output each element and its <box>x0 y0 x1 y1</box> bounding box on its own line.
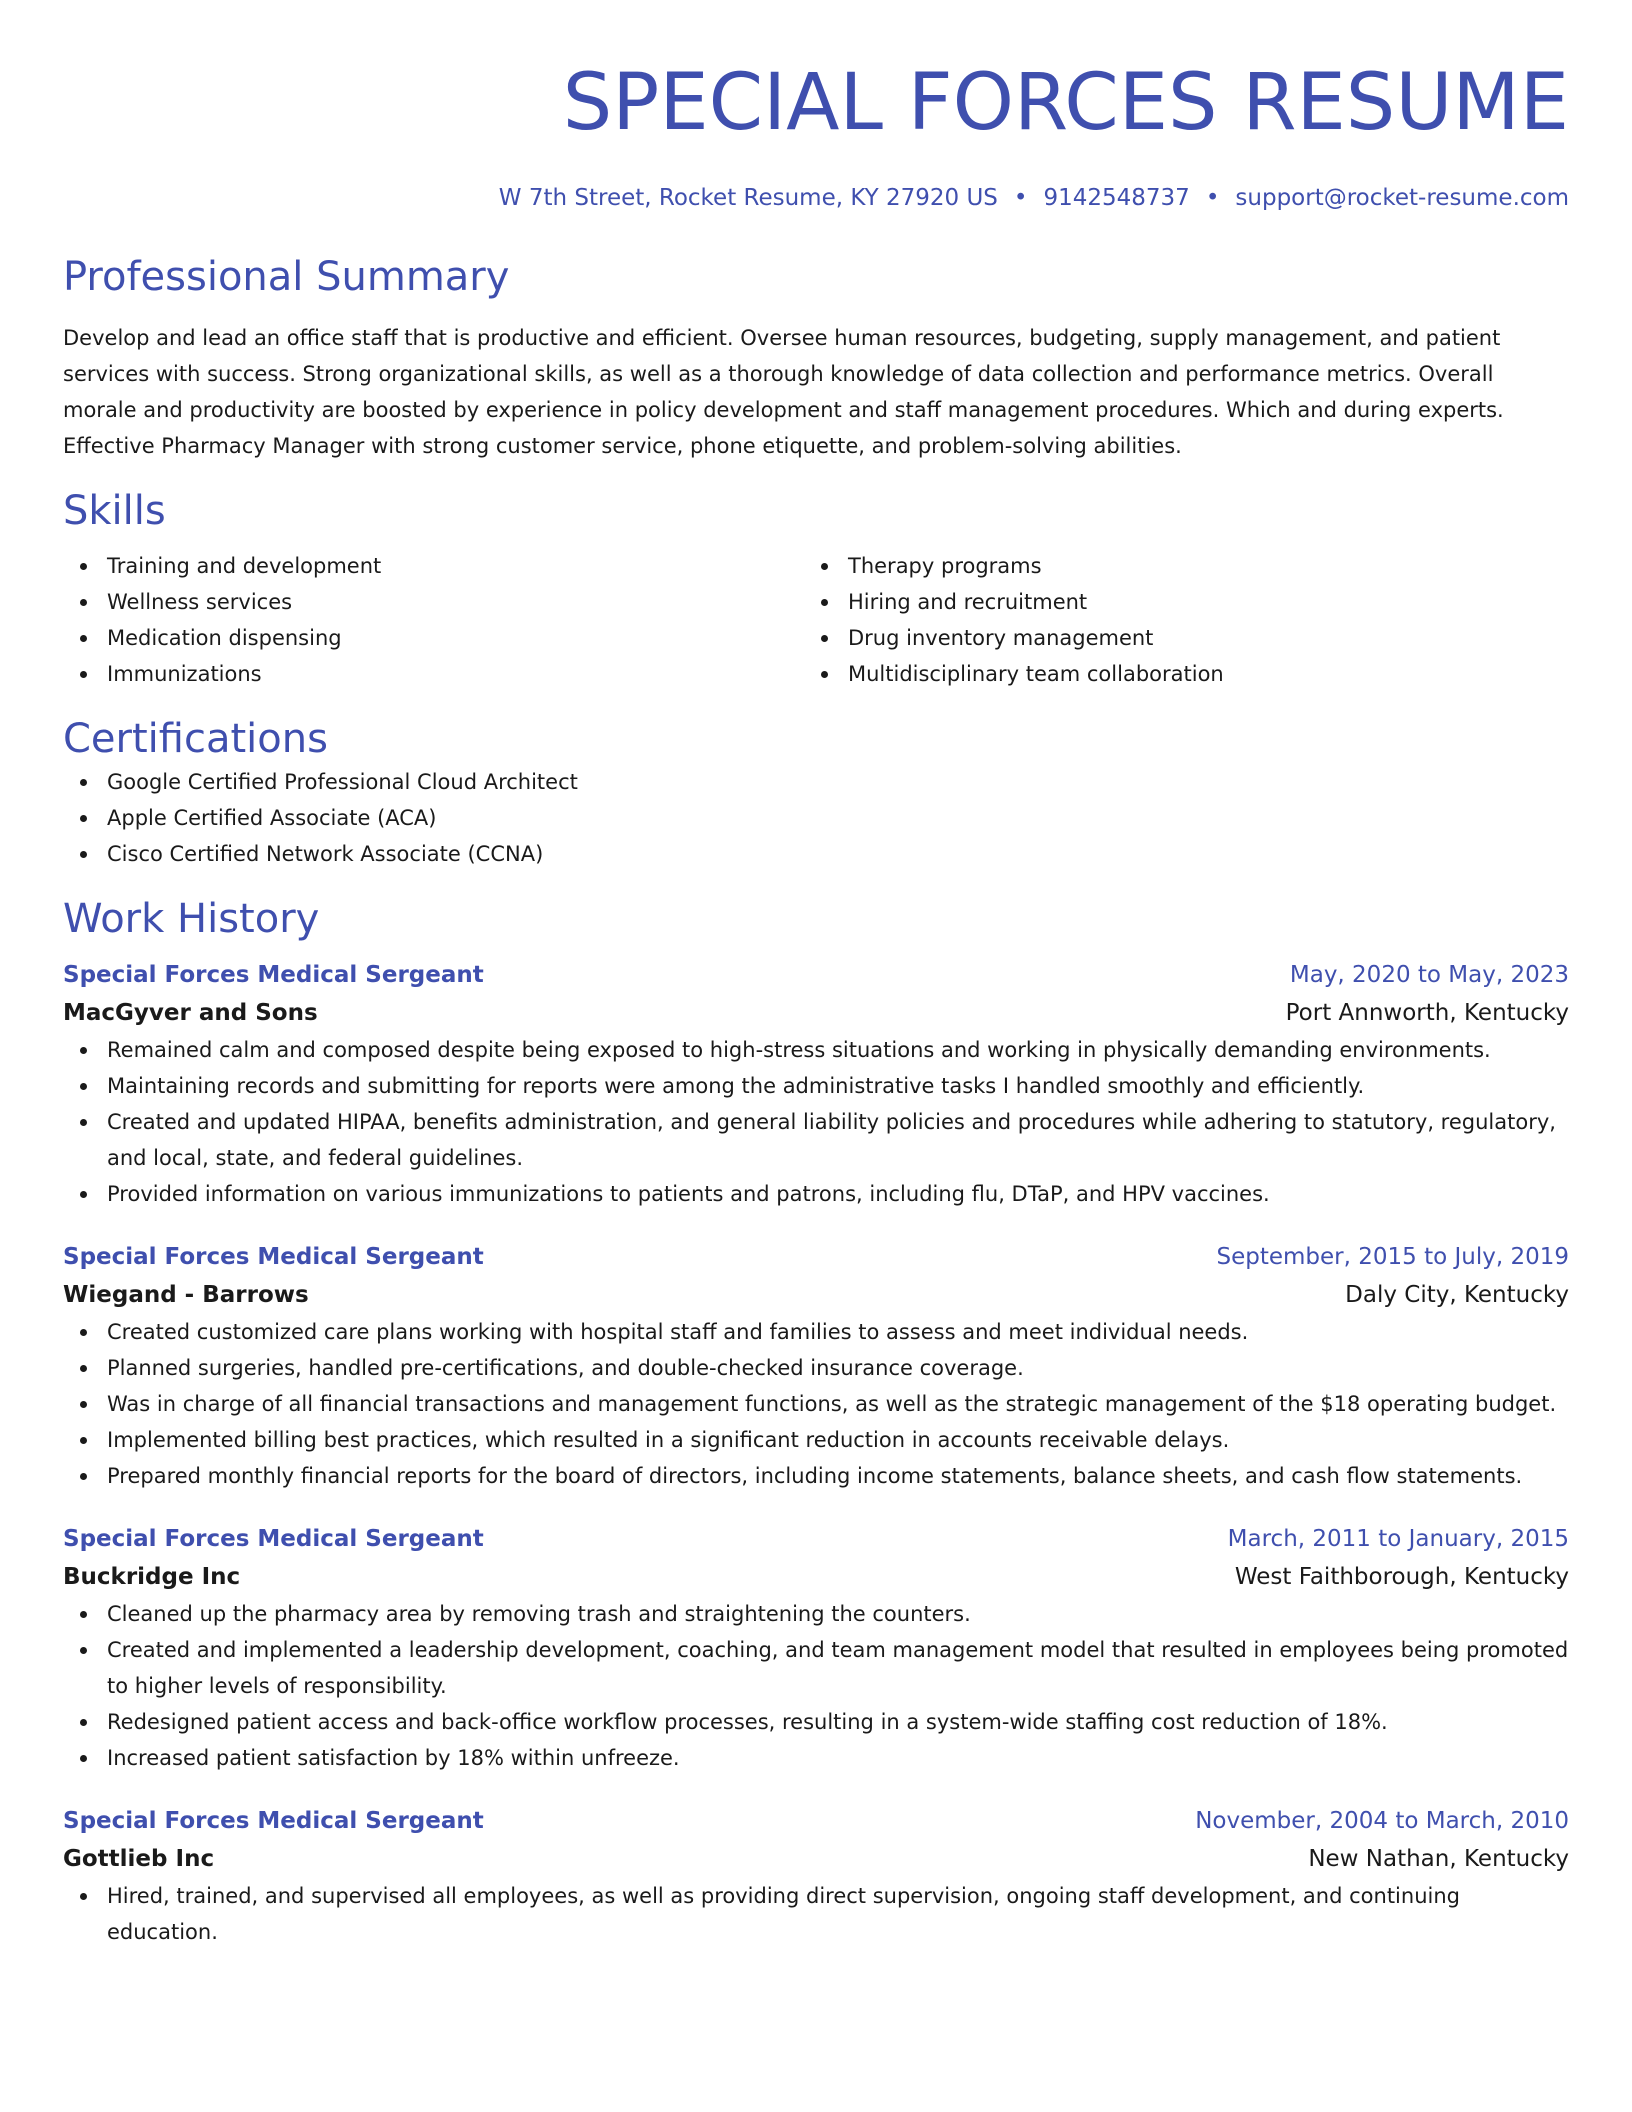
resume-header <box>63 0 1569 214</box>
certifications-list <box>63 764 1569 872</box>
responsibility-item: Cleaned up the pharmacy area by removing trash and straightening the counters. <box>63 1596 1569 1632</box>
skill-item: Therapy programs <box>804 548 1545 584</box>
summary-heading: Professional Summary <box>63 254 510 300</box>
job-company-row <box>63 1276 1569 1314</box>
skills-heading: Skills <box>63 488 166 534</box>
certification-item: Cisco Certified Network Associate (CCNA) <box>63 836 1569 872</box>
job-company-row <box>63 1558 1569 1596</box>
skill-item: Drug inventory management <box>804 620 1545 656</box>
responsibility-item: Prepared monthly financial reports for the board of directors, including income statements, balance sheets, and cash flow statements. <box>63 1458 1569 1494</box>
responsibility-item: Hired, trained, and supervised all employees, as well as providing direct supervision, ongoing staff development, and continuing education. <box>63 1878 1569 1950</box>
responsibility-item: Was in charge of all financial transactions and management functions, as well as the strategic management of the $18 operating budget. <box>63 1386 1569 1422</box>
responsibility-item: Redesigned patient access and back-office workflow processes, resulting in a system-wide staffing cost reduction of 18%. <box>63 1704 1569 1740</box>
job-responsibilities <box>63 1032 1569 1212</box>
skills-grid <box>63 548 1569 692</box>
responsibility-item: Provided information on various immunizations to patients and patrons, including flu, DTaP, and HPV vaccines. <box>63 1176 1569 1212</box>
job-company-row <box>63 1840 1569 1878</box>
skill-item: Immunizations <box>63 656 804 692</box>
job-responsibilities <box>63 1878 1569 1950</box>
job-location: West Faithborough, Kentucky <box>1234 1564 1569 1590</box>
responsibility-item: Remained calm and composed despite being exposed to high-stress situations and working in physically demanding environments. <box>63 1032 1569 1068</box>
job-entry <box>63 1520 1569 1776</box>
job-title: Special Forces Medical Sergeant <box>63 1244 484 1270</box>
responsibility-item: Increased patient satisfaction by 18% within unfreeze. <box>63 1740 1569 1776</box>
contact-separator: • <box>1013 185 1028 211</box>
job-dates: September, 2015 to July, 2019 <box>1216 1244 1569 1270</box>
job-title-row <box>63 1802 1569 1840</box>
contact-line <box>63 182 1569 214</box>
job-dates: March, 2011 to January, 2015 <box>1227 1526 1569 1552</box>
contact-separator: • <box>1205 185 1220 211</box>
skill-item: Multidisciplinary team collaboration <box>804 656 1545 692</box>
resume-name: SPECIAL FORCES RESUME <box>562 58 1569 148</box>
contact-phone: 9142548737 <box>1043 185 1190 211</box>
skills-list-left <box>63 548 804 692</box>
responsibility-item: Created and implemented a leadership development, coaching, and team management model that resulted in employees being promoted to higher levels of responsibility. <box>63 1632 1569 1704</box>
job-entry <box>63 956 1569 1212</box>
skill-item: Medication dispensing <box>63 620 804 656</box>
skill-item: Wellness services <box>63 584 804 620</box>
skill-item: Training and development <box>63 548 804 584</box>
responsibility-item: Created and updated HIPAA, benefits administration, and general liability policies and procedures while adhering to statutory, regulatory, and local, state, and federal guidelines. <box>63 1104 1569 1176</box>
job-location: Daly City, Kentucky <box>1345 1282 1569 1308</box>
job-company: MacGyver and Sons <box>63 1000 318 1026</box>
skills-column-left <box>63 548 804 692</box>
job-entry <box>63 1238 1569 1494</box>
job-company: Buckridge Inc <box>63 1564 241 1590</box>
contact-address: W 7th Street, Rocket Resume, KY 27920 US <box>498 185 998 211</box>
work-history-heading: Work History <box>63 896 320 942</box>
job-location: New Nathan, Kentucky <box>1308 1846 1569 1872</box>
job-title: Special Forces Medical Sergeant <box>63 962 484 988</box>
summary-text: Develop and lead an office staff that is productive and efficient. Oversee human resources, budgeting, supply management, and patient services with success. Strong organizational skills, as well as a thorough knowledge of data collection and performance metrics. Overall morale and productivity are boosted by experience in policy development and staff management procedures. Which and during experts. Effective Pharmacy Manager with strong customer service, phone etiquette, and problem-solving abilities. <box>63 326 1504 458</box>
responsibility-item: Maintaining records and submitting for reports were among the administrative tasks I handled smoothly and efficiently. <box>63 1068 1569 1104</box>
job-responsibilities <box>63 1596 1569 1776</box>
responsibility-item: Created customized care plans working with hospital staff and families to assess and meet individual needs. <box>63 1314 1569 1350</box>
job-title-row <box>63 956 1569 994</box>
responsibility-item: Implemented billing best practices, which resulted in a significant reduction in accounts receivable delays. <box>63 1422 1569 1458</box>
certification-item: Apple Certified Associate (ACA) <box>63 800 1569 836</box>
job-responsibilities <box>63 1314 1569 1494</box>
job-dates: May, 2020 to May, 2023 <box>1289 962 1569 988</box>
job-title: Special Forces Medical Sergeant <box>63 1526 484 1552</box>
job-company: Gottlieb Inc <box>63 1846 215 1872</box>
job-title-row <box>63 1520 1569 1558</box>
certification-item: Google Certified Professional Cloud Architect <box>63 764 1569 800</box>
skills-list-right <box>804 548 1545 692</box>
responsibility-item: Planned surgeries, handled pre-certifications, and double-checked insurance coverage. <box>63 1350 1569 1386</box>
job-company-row <box>63 994 1569 1032</box>
job-dates: November, 2004 to March, 2010 <box>1195 1808 1569 1834</box>
certifications-heading: Certifications <box>63 716 328 762</box>
job-company: Wiegand - Barrows <box>63 1282 309 1308</box>
contact-email[interactable]: support@rocket-resume.com <box>1235 185 1569 211</box>
job-title: Special Forces Medical Sergeant <box>63 1808 484 1834</box>
job-location: Port Annworth, Kentucky <box>1285 1000 1569 1026</box>
skill-item: Hiring and recruitment <box>804 584 1545 620</box>
job-entry <box>63 1802 1569 1950</box>
skills-column-right <box>804 548 1545 692</box>
job-title-row <box>63 1238 1569 1276</box>
